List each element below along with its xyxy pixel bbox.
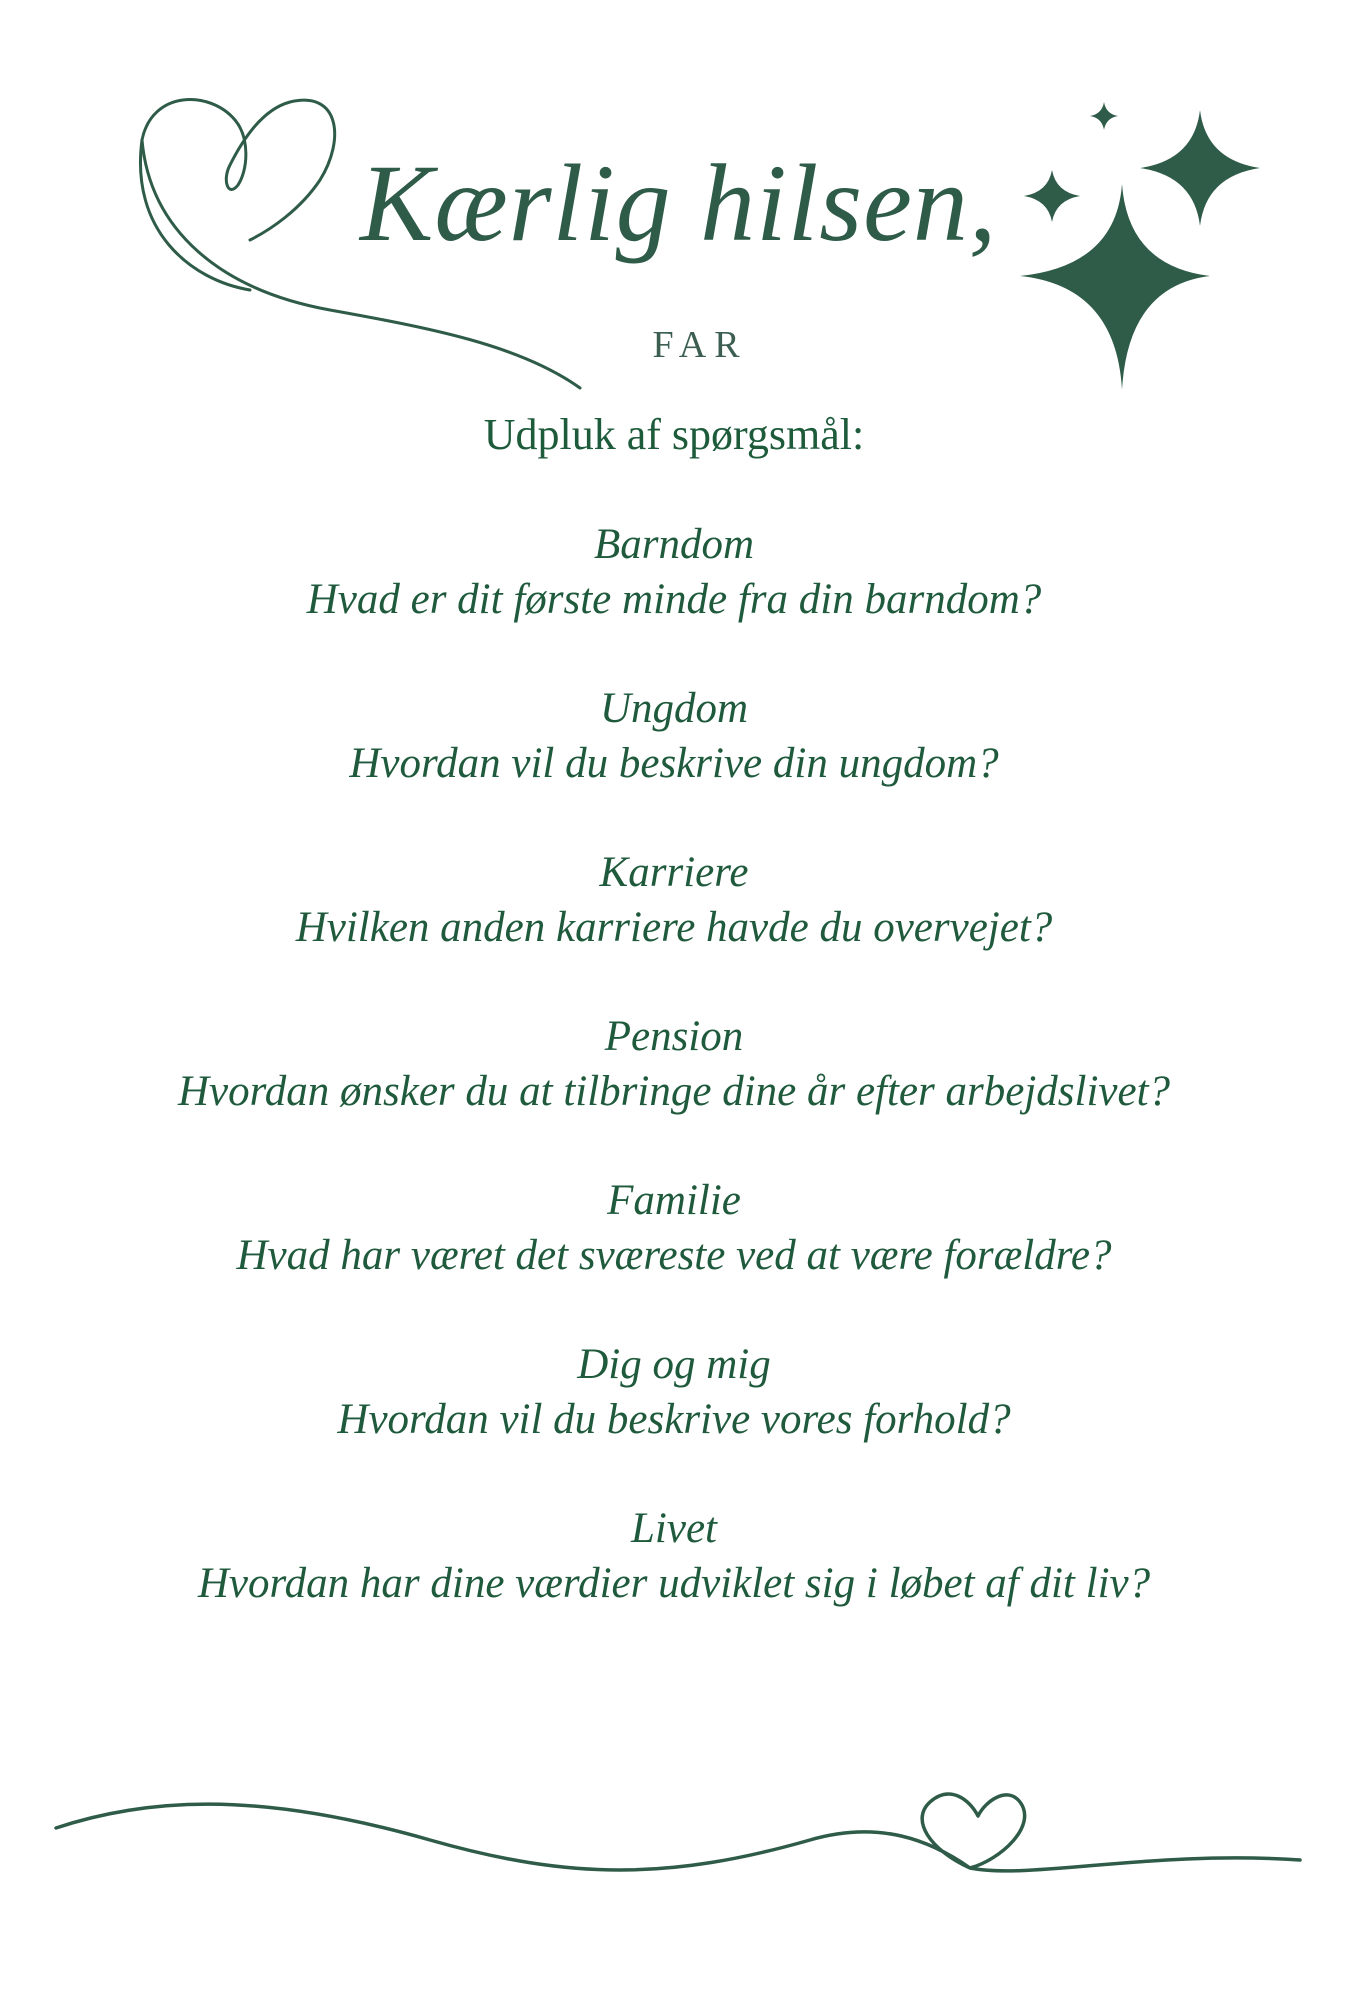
question-item: [0, 1173, 1348, 1337]
question-category: Familie: [607, 1177, 741, 1224]
questions-list: [0, 517, 1348, 1665]
question-item: [0, 1009, 1348, 1173]
question-text: Hvordan vil du beskrive vores forhold?: [337, 1396, 1011, 1443]
question-item: [0, 845, 1348, 1009]
question-item: [0, 1501, 1348, 1665]
question-text: Hvad har været det sværeste ved at være forældre?: [236, 1232, 1112, 1279]
question-text: Hvordan vil du beskrive din ungdom?: [349, 740, 999, 787]
card-recipient: FAR: [652, 324, 748, 366]
question-category: Ungdom: [599, 685, 749, 732]
question-category: Barndom: [593, 521, 755, 568]
question-category: Dig og mig: [577, 1341, 771, 1388]
question-item: [0, 681, 1348, 845]
question-text: Hvordan ønsker du at tilbringe dine år efter arbejdslivet?: [177, 1068, 1171, 1115]
question-item: [0, 1337, 1348, 1501]
questions-intro: Udpluk af spørgsmål:: [483, 410, 865, 459]
question-category: Pension: [604, 1013, 744, 1060]
wavy-heart-line-icon: [50, 1780, 1310, 1900]
question-text: Hvilken anden karriere havde du overvejet?: [295, 904, 1053, 951]
card-title: Kærlig hilsen,: [360, 142, 998, 264]
question-text: Hvordan har dine værdier udviklet sig i løbet af dit liv?: [197, 1560, 1151, 1607]
question-text: Hvad er dit første minde fra din barndom?: [306, 576, 1042, 623]
question-category: Livet: [631, 1505, 717, 1552]
sparkle-stars-icon: [1010, 100, 1280, 400]
question-item: [0, 517, 1348, 681]
question-category: Karriere: [599, 849, 749, 896]
